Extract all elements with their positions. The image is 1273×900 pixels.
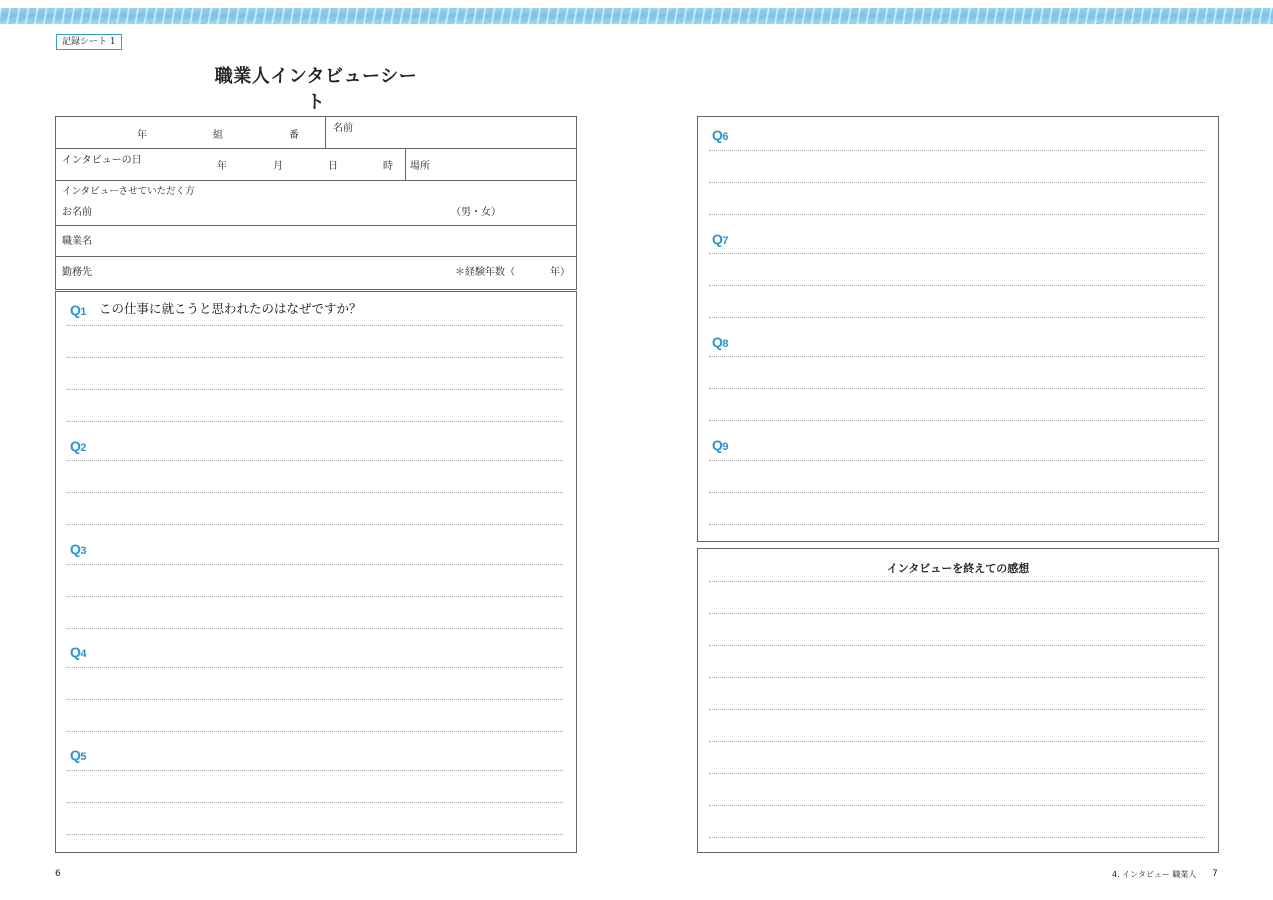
writing-line <box>67 667 563 668</box>
row-divider <box>56 256 576 257</box>
class-label: 組 <box>213 130 223 141</box>
writing-line <box>709 581 1205 582</box>
row-divider <box>56 225 576 226</box>
date-hour-label: 時 <box>383 161 393 172</box>
writing-line <box>709 388 1205 389</box>
running-footer: 4. インタビュー 職業人 <box>1112 870 1197 879</box>
name-label: 名前 <box>333 123 353 134</box>
writing-line <box>709 150 1205 151</box>
writing-line <box>709 709 1205 710</box>
date-day-label: 日 <box>328 161 338 172</box>
writing-line <box>709 285 1205 286</box>
writing-line <box>67 628 563 629</box>
number-label: 番 <box>289 130 299 141</box>
writing-line <box>67 564 563 565</box>
writing-line <box>67 421 563 422</box>
writing-line <box>709 773 1205 774</box>
writing-line <box>709 356 1205 357</box>
decorative-wave-band <box>0 8 1273 24</box>
page-number-left: 6 <box>55 869 61 879</box>
writing-line <box>709 741 1205 742</box>
questions-box-left <box>55 291 577 853</box>
writing-line <box>67 357 563 358</box>
writing-line <box>67 460 563 461</box>
writing-line <box>67 731 563 732</box>
writing-line <box>709 182 1205 183</box>
date-year-label: 年 <box>217 161 227 172</box>
question-7-label: Q7 <box>712 231 729 247</box>
date-month-label: 月 <box>273 161 283 172</box>
question-3-label: Q3 <box>70 541 87 557</box>
writing-line <box>709 805 1205 806</box>
writing-line <box>67 492 563 493</box>
writing-line <box>67 834 563 835</box>
writing-line <box>67 524 563 525</box>
workplace-label: 勤務先 <box>62 267 92 278</box>
writing-line <box>67 699 563 700</box>
row-divider <box>56 180 576 181</box>
grade-label: 年 <box>137 130 147 141</box>
row-divider <box>56 148 576 149</box>
question-8-label: Q8 <box>712 334 729 350</box>
question-9-label: Q9 <box>712 437 729 453</box>
experience-years-unit: 年） <box>550 267 570 278</box>
occupation-label: 職業名 <box>62 236 92 247</box>
interview-date-label: インタビューの日 <box>62 155 142 166</box>
experience-years-label: ＊経験年数（ <box>455 267 515 278</box>
writing-line <box>67 596 563 597</box>
writing-line <box>709 677 1205 678</box>
question-2-label: Q2 <box>70 438 87 454</box>
impressions-title: インタビューを終えての感想 <box>886 562 1030 575</box>
question-5-label: Q5 <box>70 747 87 763</box>
writing-line <box>709 837 1205 838</box>
page-number-right: 7 <box>1212 869 1218 879</box>
question-1-label: Q1 <box>70 302 87 318</box>
writing-line <box>709 460 1205 461</box>
gender-label: （男・女） <box>451 207 501 218</box>
record-sheet-tag: 記録シート 1 <box>56 34 122 50</box>
question-4-label: Q4 <box>70 644 87 660</box>
impressions-box <box>697 548 1219 853</box>
place-divider <box>405 148 406 180</box>
writing-line <box>709 645 1205 646</box>
question-1-text: この仕事に就こうと思われたのはなぜですか？ <box>99 301 362 316</box>
writing-line <box>709 492 1205 493</box>
writing-line <box>67 770 563 771</box>
writing-line <box>67 389 563 390</box>
interviewee-name-label: お名前 <box>62 207 92 218</box>
writing-line <box>709 214 1205 215</box>
interviewee-heading: インタビューさせていただく方 <box>62 186 195 197</box>
student-info-table <box>55 116 577 290</box>
page-title: 職業人インタビューシート <box>209 62 423 117</box>
place-label: 場所 <box>410 161 430 172</box>
writing-line <box>67 802 563 803</box>
question-6-label: Q6 <box>712 127 729 143</box>
name-divider <box>325 117 326 149</box>
questions-box-right <box>697 116 1219 542</box>
writing-line <box>709 317 1205 318</box>
writing-line <box>709 613 1205 614</box>
writing-line <box>709 524 1205 525</box>
writing-line <box>709 420 1205 421</box>
writing-line <box>67 325 563 326</box>
writing-line <box>709 253 1205 254</box>
